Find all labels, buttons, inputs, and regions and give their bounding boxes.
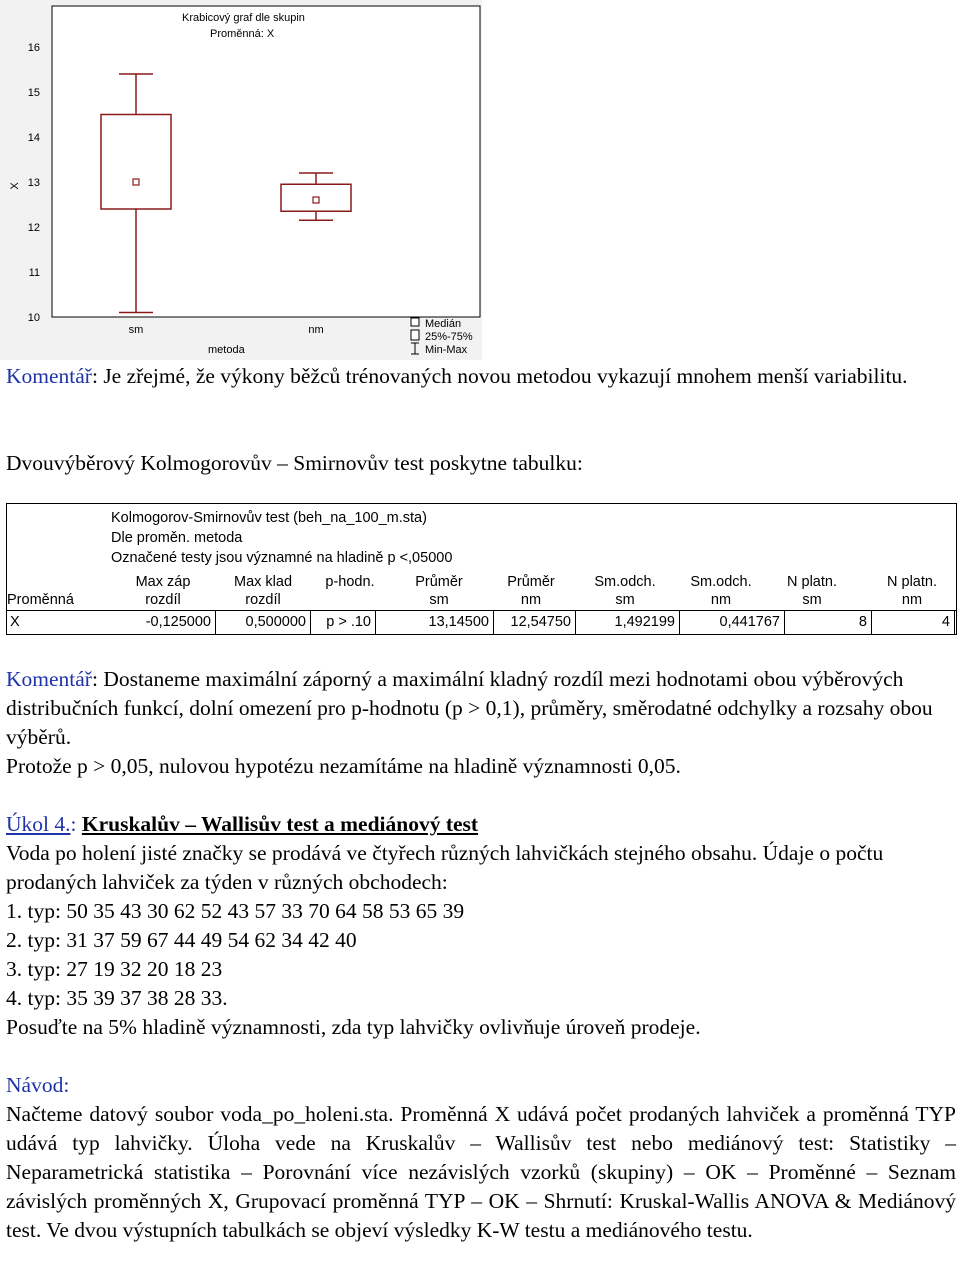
legend <box>411 318 473 356</box>
y-tick-label: 12 <box>27 222 40 234</box>
ks-column-header-bottom: sm <box>615 592 635 608</box>
y-tick-group <box>28 42 40 324</box>
comment-2-conclusion: Protože p > 0,05, nulovou hypotézu nezamítáme na hladině významnosti 0,05. <box>6 754 681 778</box>
guide-text: Načteme datový soubor voda_po_holeni.sta. Proměnná X udává počet prodaných lahviček a proměnná TYP udává typ lahvičky. Úloha vede na Kruskalův – Wallisův test nebo mediánový test: Statistiky – Neparametrická statistika – Porovnání více nezávislých vzorků (skupiny) – OK – Proměnné – Seznam závislých proměnných X, Grupovací proměnná TYP – OK – Shrnutí: Kruskal-Wallis ANOVA & Mediánový test. Ve dvou výstupních tabulkách se objeví výsledky K-W testu a mediánového testu. <box>6 1102 956 1242</box>
task-type-2: 2. typ: 31 37 59 67 44 49 54 62 34 42 40 <box>6 928 357 952</box>
y-tick-label: 15 <box>27 87 40 99</box>
legend-median-swatch <box>411 318 419 326</box>
ks-results-table <box>6 503 957 635</box>
ks-column-header-top: N platn. <box>787 574 837 590</box>
ks-column-header-bottom: rozdíl <box>245 592 281 608</box>
ks-column-header-bottom: nm <box>710 592 732 608</box>
ks-column-header-bottom: sm <box>802 592 822 608</box>
chart-title: Krabicový graf dle skupin <box>182 12 305 24</box>
ks-table-grouping: Dle proměn. metoda <box>111 530 243 546</box>
task-type-1: 1. typ: 50 35 43 30 62 52 43 57 33 70 64 58 53 65 39 <box>6 899 465 923</box>
ks-cell-divider <box>954 610 955 634</box>
legend-median-label: Medián <box>425 318 462 330</box>
ks-value-cell: 0,500000 <box>245 614 306 630</box>
y-tick-label: 10 <box>27 312 40 324</box>
x-tick-label: nm <box>308 324 324 336</box>
ks-value-cell: 0,441767 <box>719 614 780 630</box>
x-axis-label: metoda <box>208 344 245 356</box>
task-sep: : <box>70 812 77 836</box>
comment-2-label: Komentář <box>6 667 92 691</box>
ks-value-cell: 12,54750 <box>510 614 571 630</box>
comment-2 <box>6 665 956 752</box>
ks-table-significance-note: Označené testy jsou významné na hladině p <,05000 <box>111 550 453 566</box>
task-type-3: 3. typ: 27 19 32 20 18 23 <box>6 957 223 981</box>
comment-2-text: : Dostaneme maximální záporný a maximální kladný rozdíl mezi hodnotami obou výběrových distribučních funkcí, dolní omezení pro p-hodnotu (p > 0,1), průměry, směrodatné odchylky a rozsahy obou výběrů. <box>6 667 933 749</box>
x-tick-label: sm <box>128 324 144 336</box>
ks-column-header-bottom: sm <box>429 592 449 608</box>
ks-column-header-top: Sm.odch. <box>594 574 656 590</box>
ks-value-cell: 4 <box>941 614 950 630</box>
iqr-box <box>101 115 171 210</box>
ks-header-divider <box>7 610 956 611</box>
task-description: Voda po holení jisté značky se prodává ve čtyřech různých lahvičkách stejného obsahu. Údaje o počtu prodaných lahviček za týden v různých obchodech: <box>6 841 884 894</box>
chart-subtitle: Proměnná: X <box>210 28 275 40</box>
legend-box-swatch <box>411 330 419 340</box>
task-type-4: 4. typ: 35 39 37 38 28 33. <box>6 986 228 1010</box>
ks-column-header-bottom: rozdíl <box>145 592 181 608</box>
y-tick-label: 11 <box>28 267 40 279</box>
task-heading <box>6 810 956 839</box>
box-plot-chart <box>0 0 482 360</box>
ks-value-cell: 13,14500 <box>428 614 489 630</box>
box-plot-svg <box>0 0 482 360</box>
ks-column-header-top: Průměr <box>507 574 555 590</box>
task-title: Kruskalův – Wallisův test a mediánový test <box>81 812 479 836</box>
comment-1-text: : Je zřejmé, že výkony běžců trénovaných novou metodou vykazují mnohem menší variabilitu. <box>91 364 908 388</box>
ks-value-cell: 1,492199 <box>614 614 675 630</box>
ks-column-header-top: Sm.odch. <box>690 574 752 590</box>
ks-column-header-top: Průměr <box>415 574 463 590</box>
ks-row-header: Proměnná <box>7 592 74 608</box>
ks-column-header-bottom: nm <box>520 592 542 608</box>
ks-value-cell: 8 <box>858 614 867 630</box>
y-tick-label: 13 <box>27 177 40 189</box>
ks-column-header-bottom: nm <box>901 592 923 608</box>
legend-box-label: 25%-75% <box>425 331 473 343</box>
ks-column-header-top: Max klad <box>233 574 293 590</box>
task-question: Posuďte na 5% hladině významnosti, zda typ lahvičky ovlivňuje úroveň prodeje. <box>6 1015 701 1039</box>
ks-column-header-top: Max záp <box>135 574 191 590</box>
x-tick-group <box>129 324 324 336</box>
median-marker <box>133 179 139 185</box>
ks-column-header-top: p-hodn. <box>325 574 375 590</box>
median-marker <box>313 197 319 203</box>
comment-1-label: Komentář <box>6 364 92 388</box>
intro-ks: Dvouvýběrový Kolmogorovův – Smirnovův test poskytne tabulku: <box>6 451 583 475</box>
ks-value-cell: -0,125000 <box>145 614 211 630</box>
ks-table-title: Kolmogorov-Smirnovův test (beh_na_100_m.sta) <box>111 510 427 526</box>
y-tick-label: 14 <box>27 132 40 144</box>
legend-whisker-label: Min-Max <box>425 344 468 356</box>
y-tick-label: 16 <box>27 42 40 54</box>
task-label: Úkol 4. <box>6 812 71 836</box>
ks-value-cell: p > .10 <box>326 614 371 630</box>
ks-column-header-top: N platn. <box>887 574 937 590</box>
guide-label: Návod: <box>6 1073 70 1097</box>
comment-1 <box>6 362 956 391</box>
y-axis-label: X <box>9 182 21 190</box>
ks-row-name: X <box>10 614 20 630</box>
